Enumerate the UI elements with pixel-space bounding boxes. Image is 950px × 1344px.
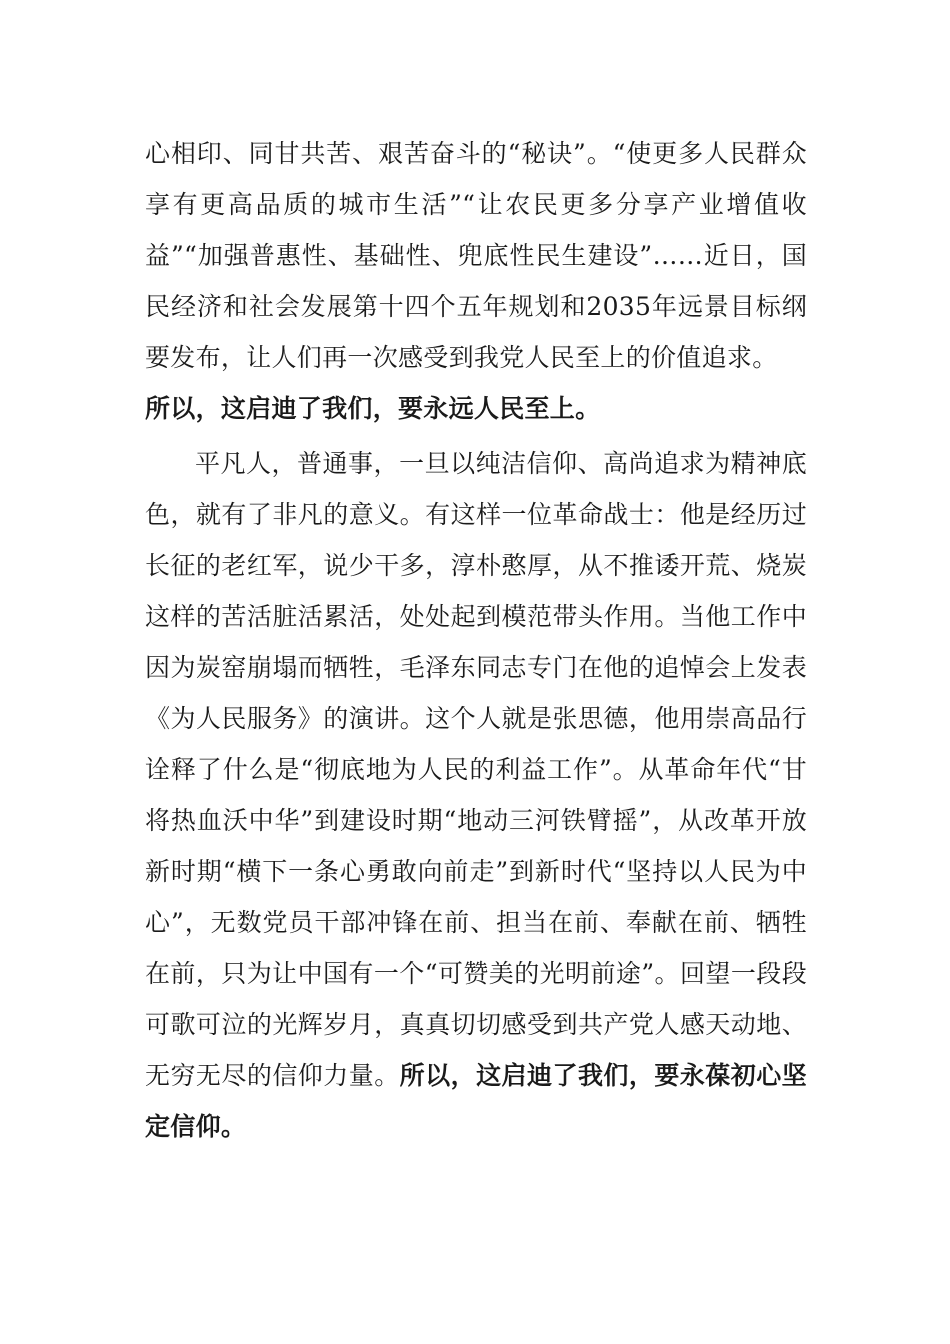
paragraph-2-conclusion: 所以，这启迪了我们，要永葆初心坚定信仰。 — [145, 1061, 807, 1141]
paragraph-1-text: 心相印、同甘共苦、艰苦奋斗的“秘诀”。“使更多人民群众享有更高品质的城市生活”“让农民更多分享产业增值收益”“加强普惠性、基础性、兜底性民生建设”……近日，国民经济和社会发展第十四个五年规划和2035年远景目标纲要发布，让人们再一次感受到我党人民至上的价值追求。 — [145, 139, 807, 372]
paragraph-1-conclusion: 所以，这启迪了我们，要永远人民至上。 — [145, 394, 601, 423]
paragraph-2-text: 平凡人，普通事，一旦以纯洁信仰、高尚追求为精神底色，就有了非凡的意义。有这样一位革命战士：他是经历过长征的老红军，说少干多，淳朴憨厚，从不推诿开荒、烧炭这样的苦活脏活累活，处处起到模范带头作用。当他工作中因为炭窑崩塌而牺牲，毛泽东同志专门在他的追悼会上发表《为人民服务》的演讲。这个人就是张思德，他用崇高品行诠释了什么是“彻底地为人民的利益工作”。从革命年代“甘将热血沃中华”到建设时期“地动三河铁臂摇”，从改革开放新时期“横下一条心勇敢向前走”到新时代“坚持以人民为中心”，无数党员干部冲锋在前、担当在前、奉献在前、牺牲在前，只为让中国有一个“可赞美的光明前途”。回望一段段可歌可泣的光辉岁月，真真切切感受到共产党人感天动地、无穷无尽的信仰力量。 — [145, 449, 807, 1090]
body-text — [145, 128, 807, 1152]
paragraph-1 — [145, 128, 807, 434]
paragraph-2 — [145, 438, 807, 1152]
